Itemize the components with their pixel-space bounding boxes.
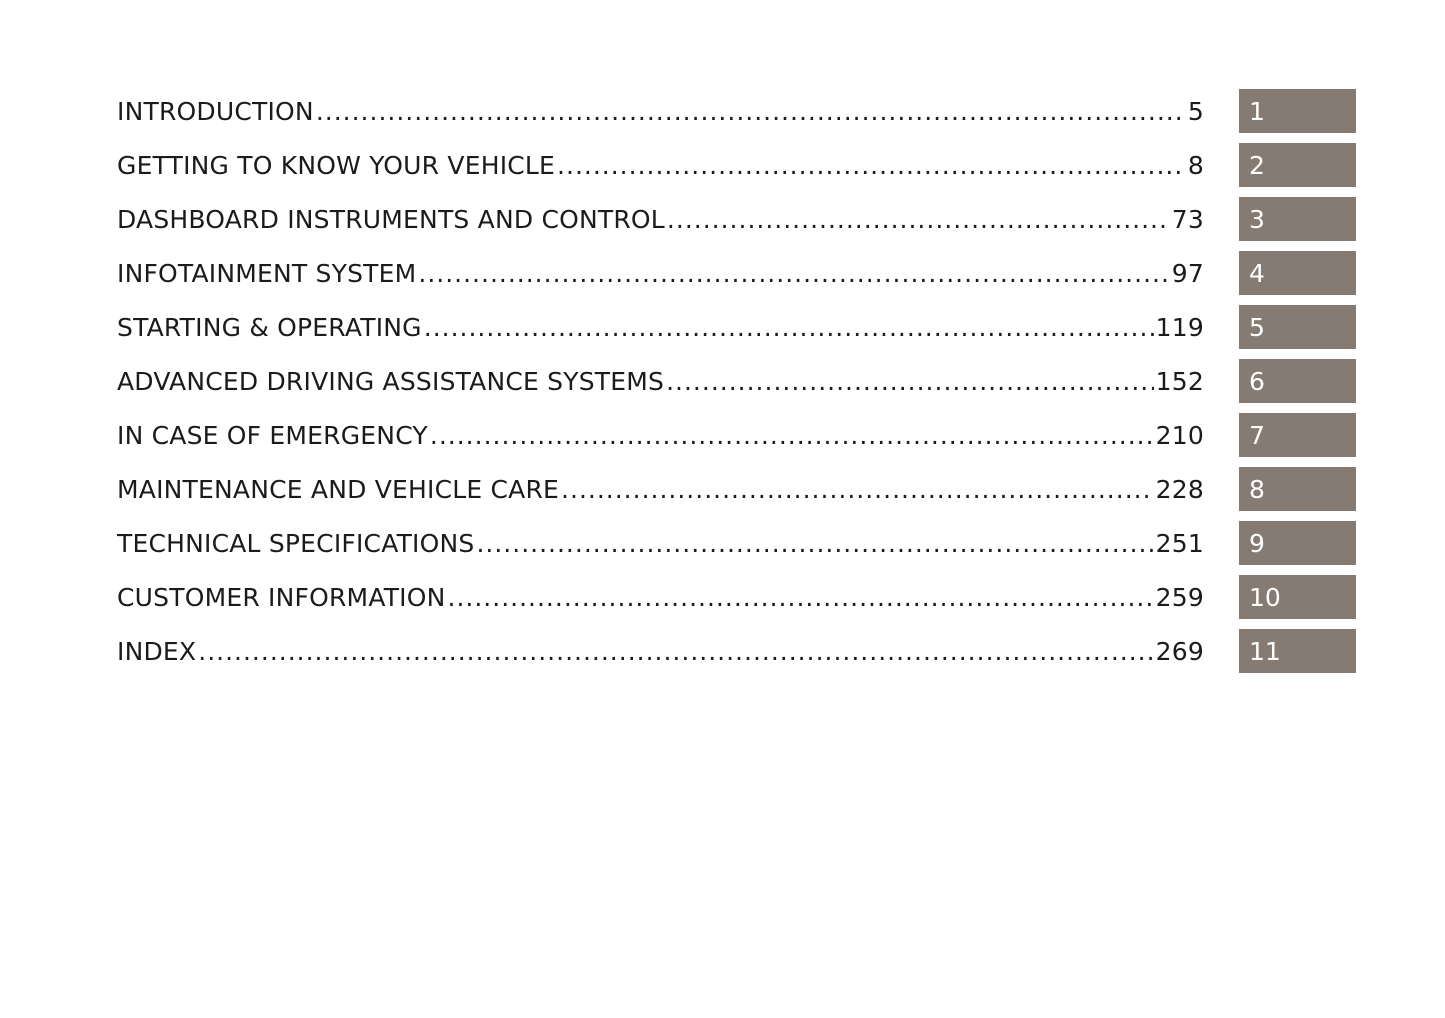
toc-entry[interactable] — [117, 529, 1204, 558]
toc-entry[interactable] — [117, 151, 1204, 180]
toc-entry[interactable] — [117, 313, 1204, 342]
toc-row-getting-to-know[interactable] — [117, 143, 1356, 187]
toc-entry-title: ADVANCED DRIVING ASSISTANCE SYSTEMS — [117, 366, 665, 396]
chapter-tab-10[interactable]: 10 — [1239, 575, 1356, 619]
table-of-contents — [117, 89, 1356, 683]
dot-leader — [666, 367, 1154, 396]
toc-entry[interactable] — [117, 97, 1204, 126]
toc-entry-page: 73 — [1171, 204, 1204, 234]
toc-entry[interactable] — [117, 367, 1204, 396]
toc-entry-page: 119 — [1155, 312, 1204, 342]
toc-entry-page: 251 — [1155, 528, 1204, 558]
toc-entry-title: INDEX — [117, 636, 197, 666]
toc-entry-title: INFOTAINMENT SYSTEM — [117, 258, 417, 288]
toc-entry-page: 97 — [1171, 258, 1204, 288]
chapter-tab-2[interactable]: 2 — [1239, 143, 1356, 187]
dot-leader — [424, 313, 1154, 342]
toc-row-index[interactable] — [117, 629, 1356, 673]
toc-entry-title: INTRODUCTION — [117, 96, 314, 126]
chapter-tab-11[interactable]: 11 — [1239, 629, 1356, 673]
chapter-tab-8[interactable]: 8 — [1239, 467, 1356, 511]
dot-leader — [198, 637, 1153, 666]
toc-entry[interactable] — [117, 637, 1204, 666]
toc-entry-title: TECHNICAL SPECIFICATIONS — [117, 528, 475, 558]
chapter-tab-1[interactable]: 1 — [1239, 89, 1356, 133]
toc-row-adas[interactable] — [117, 359, 1356, 403]
toc-entry-title: MAINTENANCE AND VEHICLE CARE — [117, 474, 560, 504]
toc-entry-page: 8 — [1187, 150, 1204, 180]
toc-row-technical-specs[interactable] — [117, 521, 1356, 565]
dot-leader — [448, 583, 1154, 612]
toc-row-introduction[interactable] — [117, 89, 1356, 133]
toc-row-customer-info[interactable] — [117, 575, 1356, 619]
toc-entry-page: 152 — [1155, 366, 1204, 396]
toc-entry-title: CUSTOMER INFORMATION — [117, 582, 446, 612]
toc-entry[interactable] — [117, 205, 1204, 234]
toc-entry[interactable] — [117, 475, 1204, 504]
chapter-tab-9[interactable]: 9 — [1239, 521, 1356, 565]
toc-row-emergency[interactable] — [117, 413, 1356, 457]
toc-row-dashboard[interactable] — [117, 197, 1356, 241]
toc-entry[interactable] — [117, 421, 1204, 450]
chapter-tab-5[interactable]: 5 — [1239, 305, 1356, 349]
toc-entry-page: 228 — [1155, 474, 1204, 504]
toc-entry-title: IN CASE OF EMERGENCY — [117, 420, 428, 450]
toc-entry-page: 210 — [1155, 420, 1204, 450]
chapter-tab-3[interactable]: 3 — [1239, 197, 1356, 241]
dot-leader — [316, 97, 1186, 126]
toc-entry-title: GETTING TO KNOW YOUR VEHICLE — [117, 150, 556, 180]
toc-entry-page: 259 — [1155, 582, 1204, 612]
dot-leader — [418, 259, 1169, 288]
dot-leader — [430, 421, 1154, 450]
dot-leader — [476, 529, 1153, 558]
toc-entry-page: 269 — [1155, 636, 1204, 666]
toc-entry[interactable] — [117, 583, 1204, 612]
toc-entry-page: 5 — [1187, 96, 1204, 126]
toc-row-infotainment[interactable] — [117, 251, 1356, 295]
chapter-tab-4[interactable]: 4 — [1239, 251, 1356, 295]
chapter-tab-7[interactable]: 7 — [1239, 413, 1356, 457]
toc-entry-title: DASHBOARD INSTRUMENTS AND CONTROL — [117, 204, 665, 234]
dot-leader — [557, 151, 1186, 180]
toc-entry[interactable] — [117, 259, 1204, 288]
chapter-tab-6[interactable]: 6 — [1239, 359, 1356, 403]
toc-entry-title: STARTING & OPERATING — [117, 312, 422, 342]
dot-leader — [667, 205, 1170, 234]
toc-row-starting-operating[interactable] — [117, 305, 1356, 349]
toc-row-maintenance[interactable] — [117, 467, 1356, 511]
dot-leader — [561, 475, 1154, 504]
